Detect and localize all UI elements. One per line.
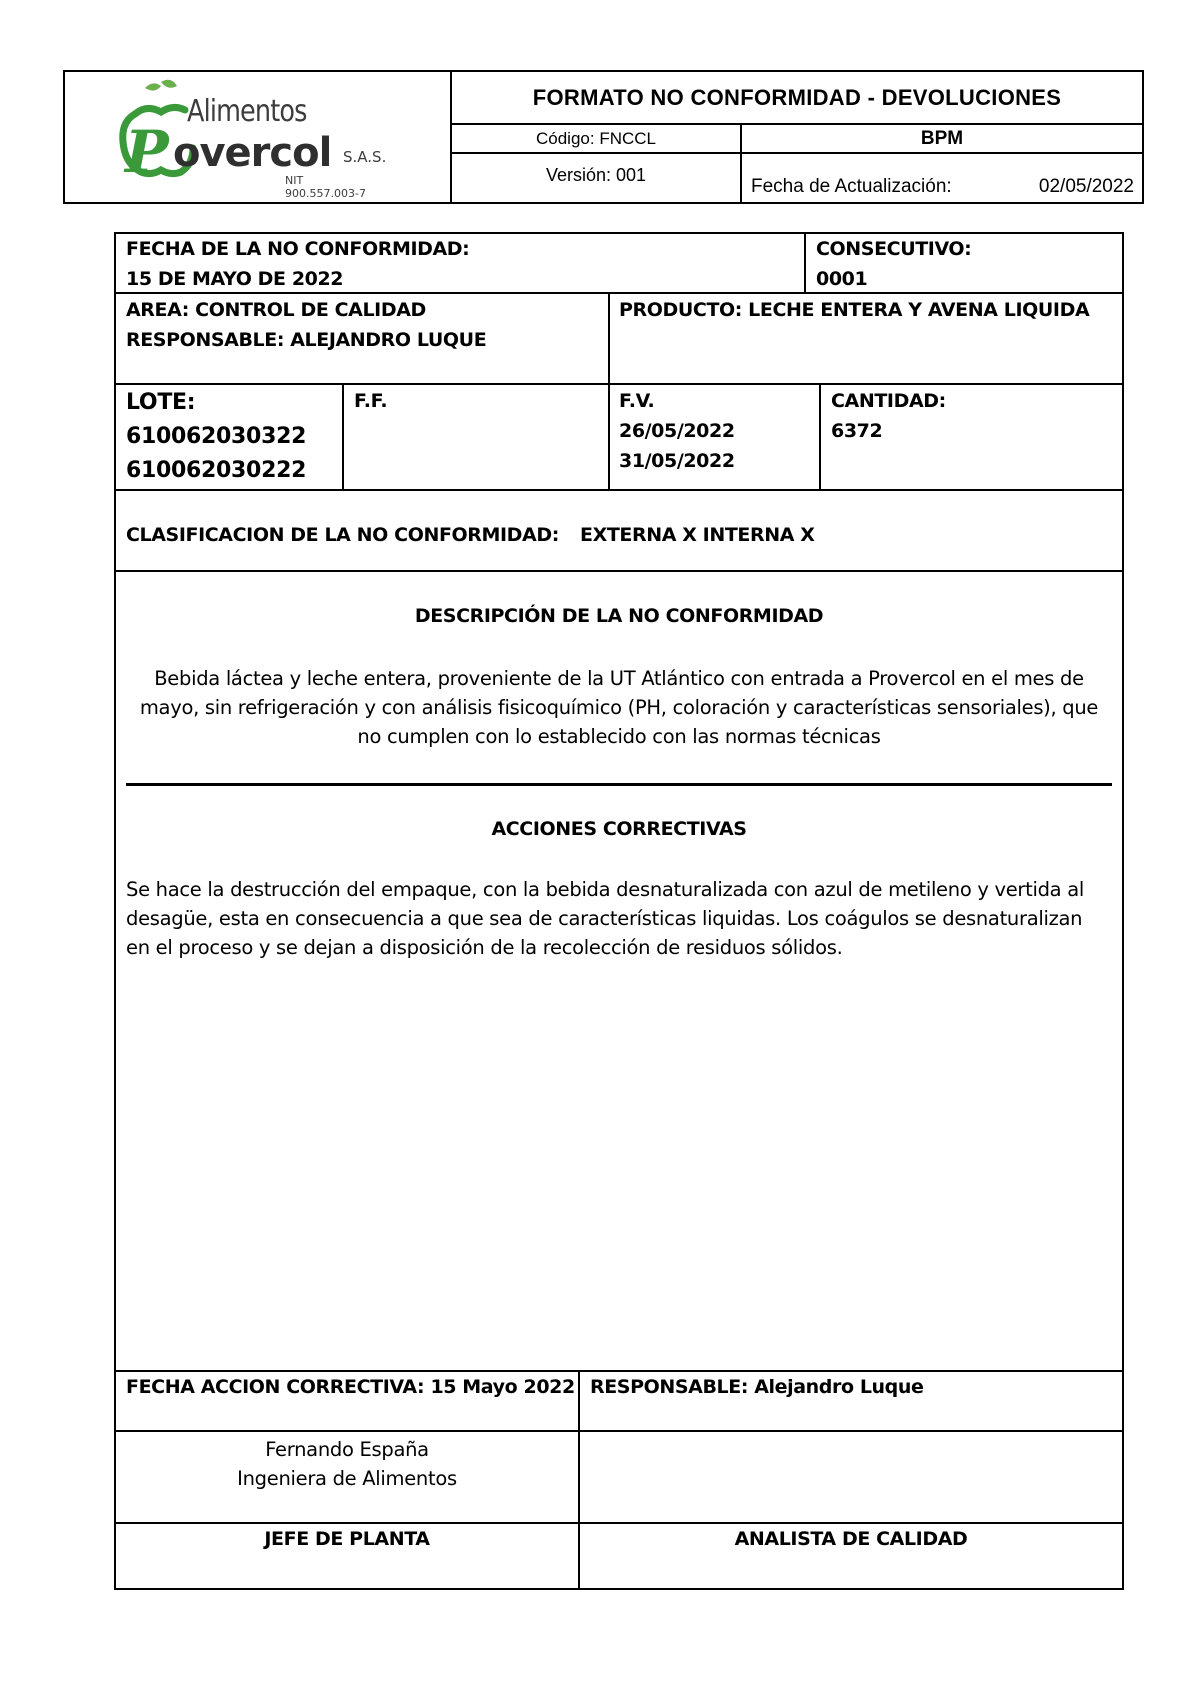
signer-block <box>116 1435 578 1493</box>
cantidad-value: 6372 <box>831 420 883 442</box>
lote-number: 610062030222 <box>126 458 307 483</box>
section-divider <box>126 783 1112 786</box>
fecha-label: FECHA DE LA NO CONFORMIDAD: <box>126 238 470 260</box>
system-label: BPM <box>742 125 1142 154</box>
row-divider <box>116 489 1122 491</box>
signer-name: Fernando España <box>265 1438 429 1461</box>
update-date-label: Fecha de Actualización: <box>751 176 952 197</box>
fecha-accion-text: FECHA ACCION CORRECTIVA: 15 Mayo 2022 <box>126 1376 575 1398</box>
responsable-accion-text: RESPONSABLE: Alejandro Luque <box>590 1376 924 1398</box>
area-text: AREA: CONTROL DE CALIDAD <box>126 299 426 321</box>
document-title: FORMATO NO CONFORMIDAD - DEVOLUCIONES <box>452 72 1142 125</box>
update-date-cell <box>742 154 1142 202</box>
document-code: Código: FNCCL <box>452 125 742 154</box>
cantidad-label: CANTIDAD: <box>831 390 946 412</box>
row-divider <box>116 1522 1122 1524</box>
brand-top-text: Alimentos <box>187 94 307 129</box>
analista-calidad-label: ANALISTA DE CALIDAD <box>734 1528 968 1550</box>
row-divider <box>116 1430 1122 1432</box>
acciones-line: en el proceso y se dejan a disposición de la recolección de residuos sólidos. <box>126 936 843 959</box>
col-divider <box>819 383 821 489</box>
col-divider <box>342 383 344 489</box>
col-divider <box>578 1370 580 1588</box>
acciones-body <box>126 875 1116 962</box>
clasificacion-label: CLASIFICACION DE LA NO CONFORMIDAD: <box>126 524 559 546</box>
acciones-line: Se hace la destrucción del empaque, con la bebida desnaturalizada con azul de metileno y vertida al <box>126 878 1084 901</box>
descripcion-line: mayo, sin refrigeración y con análisis fisicoquímico (PH, coloración y características sensoriales), que <box>139 696 1099 719</box>
jefe-planta-label: JEFE DE PLANTA <box>264 1528 430 1550</box>
acciones-line: desagüe, esta en consecuencia a que sea de características liquidas. Los coágulos se desnaturalizan <box>126 907 1083 930</box>
responsable-text: RESPONSABLE: ALEJANDRO LUQUE <box>126 329 487 351</box>
update-date-value: 02/05/2022 <box>1038 176 1134 197</box>
document-header <box>63 70 1144 204</box>
brand-suffix: S.A.S. <box>343 148 387 166</box>
brand-main-text: overcol <box>173 130 332 176</box>
document-version: Versión: 001 <box>452 154 742 202</box>
lote-label: LOTE: <box>126 390 196 415</box>
row-divider <box>116 383 1122 385</box>
consecutivo-label: CONSECUTIVO: <box>816 238 972 260</box>
ff-label: F.F. <box>354 390 388 412</box>
brand-initial: P <box>125 118 169 186</box>
nonconformity-form <box>114 232 1124 1590</box>
brand-nit: NIT 900.557.003-7 <box>285 174 366 200</box>
col-divider <box>804 234 806 292</box>
fv-date: 31/05/2022 <box>619 450 735 472</box>
row-divider <box>116 1370 1122 1372</box>
company-logo <box>115 78 387 200</box>
producto-text: PRODUCTO: LECHE ENTERA Y AVENA LIQUIDA <box>619 299 1090 321</box>
col-divider <box>608 292 610 489</box>
descripcion-line: Bebida láctea y leche entera, proveniente de la UT Atlántico con entrada a Provercol en el mes de <box>154 667 1084 690</box>
row-divider <box>116 292 1122 294</box>
signer-title: Ingeniera de Alimentos <box>237 1467 457 1490</box>
fv-date: 26/05/2022 <box>619 420 735 442</box>
descripcion-line: no cumplen con lo establecido con las normas técnicas <box>357 725 881 748</box>
logo-cell <box>65 72 452 202</box>
consecutivo-value: 0001 <box>816 268 868 290</box>
fecha-value: 15 DE MAYO DE 2022 <box>126 268 344 290</box>
lote-number: 610062030322 <box>126 424 307 449</box>
descripcion-title: DESCRIPCIÓN DE LA NO CONFORMIDAD <box>414 605 824 627</box>
clasificacion-value: EXTERNA X INTERNA X <box>580 524 815 546</box>
row-divider <box>116 570 1122 572</box>
fv-label: F.V. <box>619 390 655 412</box>
acciones-title: ACCIONES CORRECTIVAS <box>491 818 747 840</box>
descripcion-body <box>116 664 1122 751</box>
